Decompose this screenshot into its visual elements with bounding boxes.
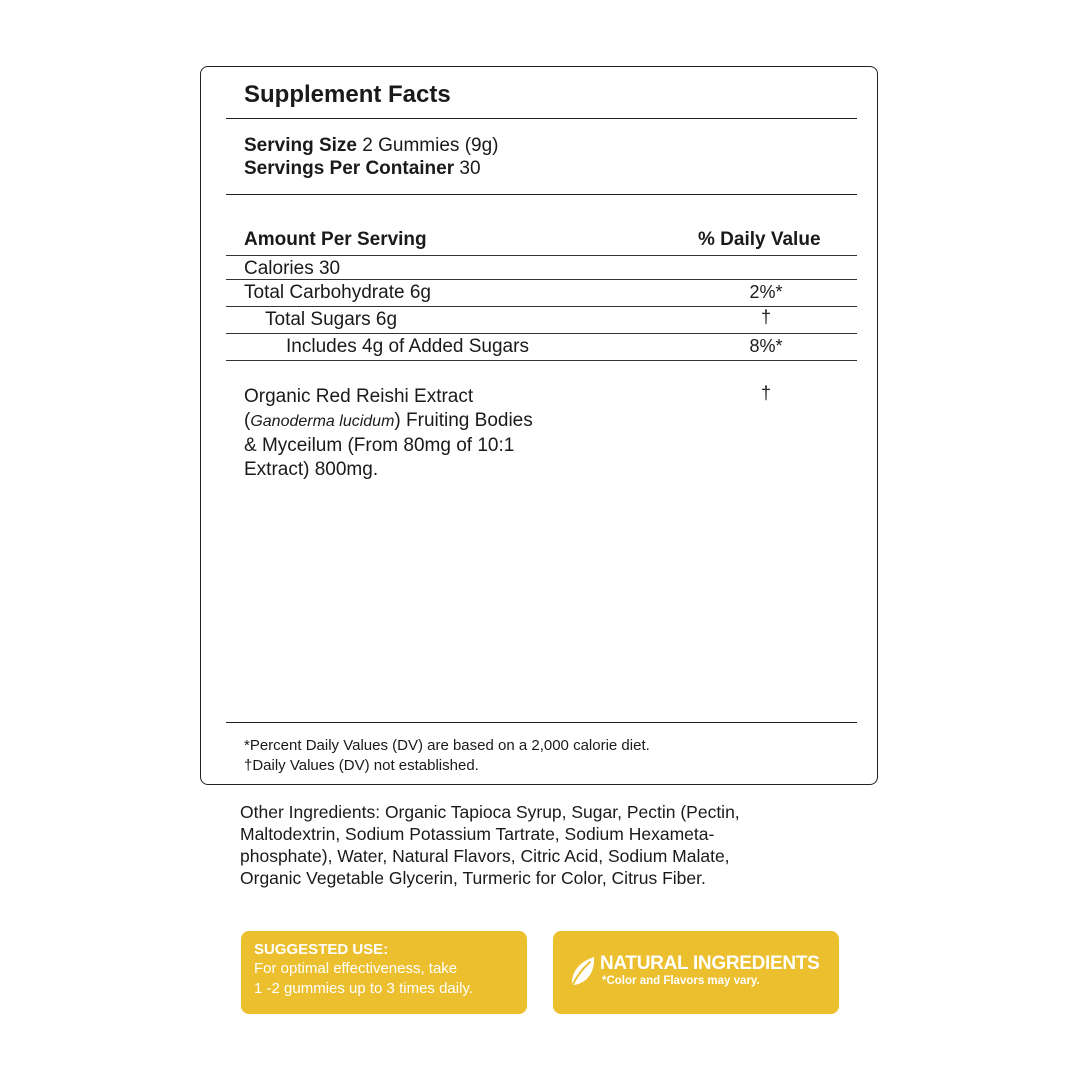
- ingredient-reishi: Organic Red Reishi Extract (Ganoderma lucidum) Fruiting Bodies & Myceilum (From 80mg of 10:1 Extract) 800mg.: [244, 386, 533, 480]
- natural-ingredients-box: [553, 931, 839, 1014]
- nutrient-label: Total Carbohydrate 6g: [244, 282, 431, 303]
- other-ingredients: Other Ingredients: Organic Tapioca Syrup, Sugar, Pectin (Pectin, Maltodextrin, Sodium Potassium Tartrate, Sodium Hexameta- phosphate), Water, Natural Flavors, Citric Acid, Sodium Malate, Organic Vegetable Glycerin, Turmeric for Color, Citrus Fiber.: [240, 802, 740, 888]
- nutrient-dv: 2%*: [749, 282, 783, 302]
- serving-size: Serving Size 2 Gummies (9g): [244, 135, 499, 156]
- nutrient-row: [226, 333, 857, 359]
- suggested-use-box: [241, 931, 527, 1014]
- leaf-icon: [568, 955, 596, 989]
- suggested-use-title: SUGGESTED USE:: [254, 941, 389, 958]
- footnote-dv-basis: *Percent Daily Values (DV) are based on a 2,000 calorie diet.: [244, 737, 650, 754]
- footnote-dv-not-established: †Daily Values (DV) not established.: [244, 757, 479, 774]
- nutrient-row: [226, 279, 857, 305]
- nutrient-label: Calories 30: [244, 258, 341, 279]
- servings-per-container: Servings Per Container 30: [244, 158, 481, 179]
- nutrient-label: Total Sugars 6g: [265, 309, 398, 330]
- nutrient-row: [226, 306, 857, 332]
- divider: [226, 722, 857, 723]
- suggested-use-line: 1 -2 gummies up to 3 times daily.: [254, 980, 473, 997]
- amount-per-serving-header: Amount Per Serving: [244, 229, 427, 250]
- suggested-use-line: For optimal effectiveness, take: [254, 960, 458, 977]
- footnotes: [244, 736, 650, 776]
- divider: [226, 118, 857, 119]
- panel-title: Supplement Facts: [244, 81, 451, 108]
- daily-value-header: % Daily Value: [698, 229, 821, 250]
- nutrient-dv: †: [760, 307, 771, 327]
- nutrient-label: Includes 4g of Added Sugars: [286, 336, 529, 357]
- serving-info: [244, 134, 498, 180]
- nutrient-row: [226, 255, 857, 281]
- ingredient-dv: †: [760, 383, 771, 403]
- natural-ingredients-title: NATURAL INGREDIENTS: [600, 953, 820, 974]
- divider: [226, 360, 857, 361]
- divider: [226, 194, 857, 195]
- supplement-facts-panel: [200, 66, 878, 785]
- natural-ingredients-subtitle: *Color and Flavors may vary.: [602, 975, 760, 987]
- nutrient-dv: 8%*: [749, 336, 783, 356]
